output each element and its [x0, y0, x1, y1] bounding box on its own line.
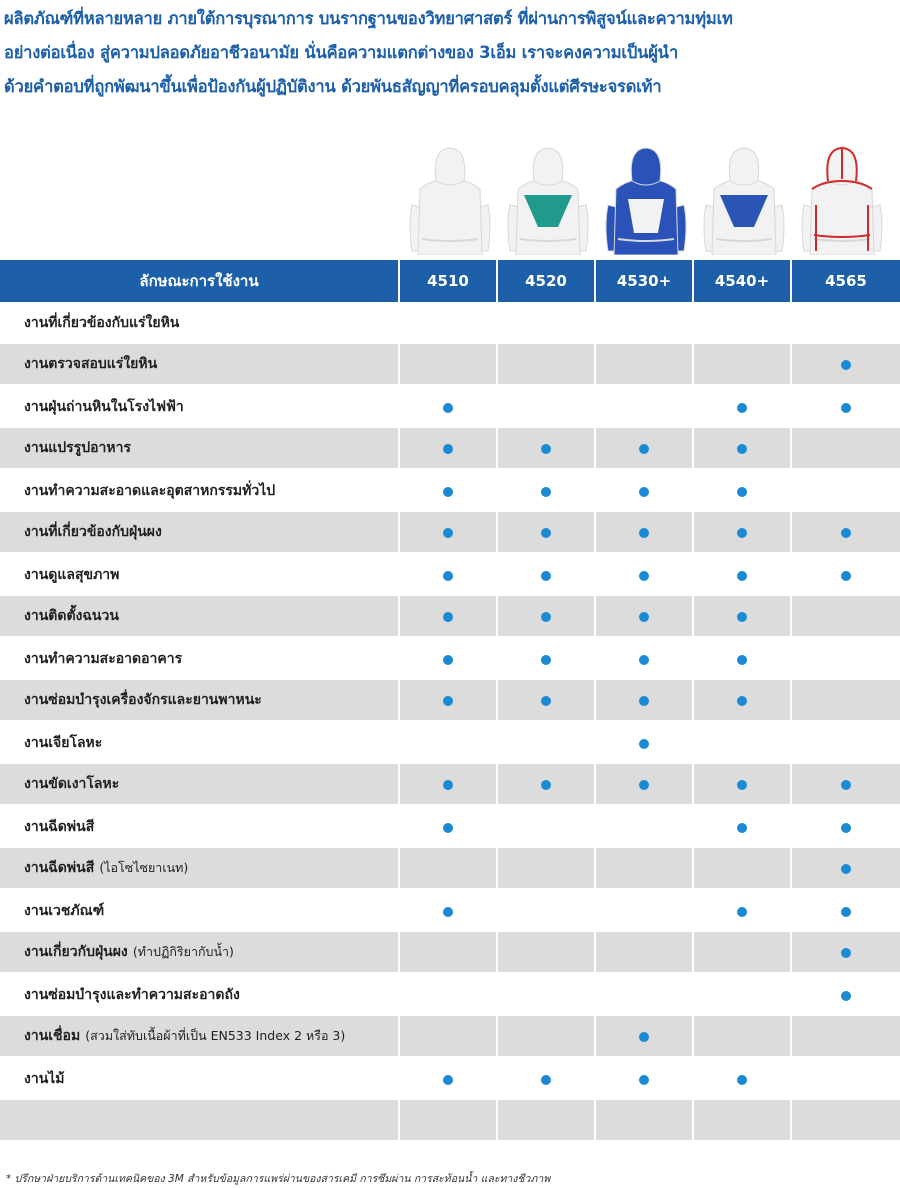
applicable-dot-icon — [541, 444, 551, 454]
mark-cell-4540+ — [692, 1016, 790, 1058]
mark-cell-4540+ — [692, 848, 790, 890]
row-note: (ไอโซไซยาเนท) — [99, 860, 189, 875]
mark-cell-4565 — [790, 344, 900, 386]
mark-cell-4520 — [496, 638, 594, 680]
coverall-images — [0, 145, 900, 257]
row-label-cell — [0, 890, 398, 932]
mark-cell-4510 — [398, 386, 496, 428]
row-label-cell — [0, 1058, 398, 1100]
row-label: งานไม้ — [24, 1071, 65, 1087]
intro-line: ด้วยคำตอบที่ถูกพัฒนาขึ้นเพื่อป้องกันผู้ปฏิบัติงาน ด้วยพันธสัญญาที่ครอบคลุมตั้งแต่ศีรษะจรดเท้า — [4, 77, 662, 96]
mark-cell-4510 — [398, 638, 496, 680]
table-row — [0, 302, 900, 344]
mark-cell-4510 — [398, 932, 496, 974]
mark-cell-4540+ — [692, 512, 790, 554]
applicable-dot-icon — [841, 571, 851, 581]
intro-line: อย่างต่อเนื่อง สู่ความปลอดภัยอาชีวอนามัย นั่นคือความแตกต่างของ 3เอ็ม เราจะคงความเป็นผู้นำ — [4, 43, 679, 62]
applicable-dot-icon — [443, 403, 453, 413]
mark-cell-4565 — [790, 722, 900, 764]
applicable-dot-icon — [737, 612, 747, 622]
header-product: 4565 — [790, 260, 900, 302]
mark-cell-4540+ — [692, 428, 790, 470]
row-label-cell — [0, 722, 398, 764]
mark-cell-4565 — [790, 470, 900, 512]
table-row — [0, 974, 900, 1016]
row-label-cell — [0, 638, 398, 680]
mark-cell-4565 — [790, 428, 900, 470]
mark-cell-4565 — [790, 512, 900, 554]
applicable-dot-icon — [443, 655, 453, 665]
table-row — [0, 554, 900, 596]
row-label-cell — [0, 806, 398, 848]
mark-cell-4565 — [790, 680, 900, 722]
mark-cell-4540+ — [692, 596, 790, 638]
row-label: งานทำความสะอาดอาคาร — [24, 651, 183, 667]
applicable-dot-icon — [443, 444, 453, 454]
mark-cell-4530+ — [594, 344, 692, 386]
mark-cell-4540+ — [692, 386, 790, 428]
mark-cell-4530+ — [594, 974, 692, 1016]
mark-cell-4540+ — [692, 932, 790, 974]
mark-cell-4520 — [496, 764, 594, 806]
application-matrix — [0, 260, 900, 1142]
mark-cell-4540+ — [692, 974, 790, 1016]
table-row — [0, 512, 900, 554]
header-product: 4530+ — [594, 260, 692, 302]
mark-cell-4530+ — [594, 764, 692, 806]
row-label-cell — [0, 428, 398, 470]
mark-cell-4565 — [790, 974, 900, 1016]
mark-cell-4530+ — [594, 1058, 692, 1100]
applicable-dot-icon — [841, 823, 851, 833]
applicable-dot-icon — [737, 528, 747, 538]
mark-cell-4530+ — [594, 890, 692, 932]
coverall-4540-image — [696, 145, 792, 255]
coverall-4520-image — [500, 145, 596, 255]
applicable-dot-icon — [841, 403, 851, 413]
applicable-dot-icon — [841, 360, 851, 370]
applicable-dot-icon — [737, 907, 747, 917]
mark-cell-4530+ — [594, 512, 692, 554]
mark-cell-4540+ — [692, 806, 790, 848]
applicable-dot-icon — [541, 696, 551, 706]
applicable-dot-icon — [443, 612, 453, 622]
row-label-cell — [0, 302, 398, 344]
mark-cell-4520 — [496, 1016, 594, 1058]
mark-cell-4520 — [496, 890, 594, 932]
footnote: * ปรึกษาฝ่ายบริการด้านเทคนิคของ 3M สำหรับข้อมูลการแพร่ผ่านของสารเคมี การซึมผ่าน การสะท้อนน้ำ และทางชีวภาพ — [6, 1173, 551, 1185]
mark-cell-4565 — [790, 1016, 900, 1058]
mark-cell-4530+ — [594, 596, 692, 638]
mark-cell-4520 — [496, 1058, 594, 1100]
table-row — [0, 596, 900, 638]
mark-cell-4565 — [790, 386, 900, 428]
applicable-dot-icon — [737, 444, 747, 454]
row-label: งานฉีดพ่นสี — [24, 819, 95, 835]
row-label-cell — [0, 932, 398, 974]
mark-cell-4520 — [496, 1100, 594, 1142]
mark-cell-4510 — [398, 1016, 496, 1058]
mark-cell-4540+ — [692, 680, 790, 722]
row-label: งานซ่อมบำรุงและทำความสะอาดถัง — [24, 987, 240, 1003]
row-note: (สวมใส่ทับเนื้อผ้าที่เป็น EN533 Index 2 หรือ 3) — [85, 1028, 346, 1043]
mark-cell-4530+ — [594, 386, 692, 428]
mark-cell-4530+ — [594, 1100, 692, 1142]
mark-cell-4540+ — [692, 1100, 790, 1142]
row-label: งานเชื่อม — [24, 1028, 81, 1044]
applicable-dot-icon — [737, 403, 747, 413]
mark-cell-4510 — [398, 470, 496, 512]
applicable-dot-icon — [841, 864, 851, 874]
mark-cell-4565 — [790, 638, 900, 680]
mark-cell-4565 — [790, 302, 900, 344]
table-row — [0, 470, 900, 512]
mark-cell-4510 — [398, 806, 496, 848]
mark-cell-4510 — [398, 848, 496, 890]
row-label-cell — [0, 848, 398, 890]
table-row — [0, 890, 900, 932]
row-label: งานเวชภัณฑ์ — [24, 903, 105, 919]
row-label: งานแปรรูปอาหาร — [24, 440, 131, 456]
row-label-cell — [0, 554, 398, 596]
applicable-dot-icon — [639, 696, 649, 706]
mark-cell-4565 — [790, 848, 900, 890]
row-label: งานทำความสะอาดและอุตสาหกรรมทั่วไป — [24, 483, 276, 499]
row-label: งานเกี่ยวกับฝุ่นผง — [24, 944, 128, 960]
intro-paragraph — [4, 2, 896, 104]
table-row — [0, 680, 900, 722]
mark-cell-4540+ — [692, 470, 790, 512]
mark-cell-4540+ — [692, 1058, 790, 1100]
mark-cell-4565 — [790, 890, 900, 932]
applicable-dot-icon — [443, 696, 453, 706]
mark-cell-4520 — [496, 722, 594, 764]
mark-cell-4530+ — [594, 848, 692, 890]
table-row — [0, 806, 900, 848]
table-header-row — [0, 260, 900, 302]
mark-cell-4520 — [496, 554, 594, 596]
mark-cell-4520 — [496, 806, 594, 848]
mark-cell-4520 — [496, 302, 594, 344]
mark-cell-4510 — [398, 428, 496, 470]
applicable-dot-icon — [541, 655, 551, 665]
mark-cell-4520 — [496, 428, 594, 470]
mark-cell-4520 — [496, 596, 594, 638]
applicable-dot-icon — [737, 823, 747, 833]
mark-cell-4540+ — [692, 302, 790, 344]
mark-cell-4565 — [790, 932, 900, 974]
mark-cell-4520 — [496, 470, 594, 512]
applicable-dot-icon — [737, 780, 747, 790]
applicable-dot-icon — [639, 1075, 649, 1085]
mark-cell-4510 — [398, 344, 496, 386]
row-label-cell — [0, 1016, 398, 1058]
row-label: งานขัดเงาโลหะ — [24, 776, 120, 792]
mark-cell-4510 — [398, 974, 496, 1016]
applicable-dot-icon — [841, 907, 851, 917]
applicable-dot-icon — [639, 780, 649, 790]
row-label: งานซ่อมบำรุงเครื่องจักรและยานพาหนะ — [24, 692, 262, 708]
applicable-dot-icon — [737, 1075, 747, 1085]
applicable-dot-icon — [639, 487, 649, 497]
row-label: งานตรวจสอบแร่ใยหิน — [24, 356, 158, 372]
row-label: งานฝุ่นถ่านหินในโรงไฟฟ้า — [24, 399, 184, 415]
row-label-cell — [0, 344, 398, 386]
header-application: ลักษณะการใช้งาน — [0, 260, 398, 302]
table-row — [0, 1058, 900, 1100]
applicable-dot-icon — [541, 528, 551, 538]
table-row — [0, 344, 900, 386]
row-label-cell — [0, 1100, 398, 1142]
mark-cell-4520 — [496, 512, 594, 554]
mark-cell-4565 — [790, 596, 900, 638]
mark-cell-4510 — [398, 512, 496, 554]
applicable-dot-icon — [541, 1075, 551, 1085]
header-product: 4520 — [496, 260, 594, 302]
intro-line: ผลิตภัณฑ์ที่หลายหลาย ภายใต้การบุรณาการ บนรากฐานของวิทยาศาสตร์ ที่ผ่านการพิสูจน์และความทุ่มเท — [4, 9, 733, 28]
mark-cell-4565 — [790, 806, 900, 848]
mark-cell-4510 — [398, 680, 496, 722]
mark-cell-4530+ — [594, 1016, 692, 1058]
applicable-dot-icon — [737, 655, 747, 665]
applicable-dot-icon — [443, 907, 453, 917]
row-label: งานติดตั้งฉนวน — [24, 608, 119, 624]
applicable-dot-icon — [841, 780, 851, 790]
mark-cell-4510 — [398, 890, 496, 932]
table-row — [0, 722, 900, 764]
mark-cell-4565 — [790, 1100, 900, 1142]
mark-cell-4520 — [496, 386, 594, 428]
mark-cell-4520 — [496, 680, 594, 722]
applicable-dot-icon — [841, 991, 851, 1001]
header-product: 4540+ — [692, 260, 790, 302]
row-note: (ทำปฏิกิริยากับน้ำ) — [132, 944, 234, 959]
applicable-dot-icon — [737, 487, 747, 497]
mark-cell-4530+ — [594, 806, 692, 848]
applicable-dot-icon — [639, 1032, 649, 1042]
mark-cell-4540+ — [692, 554, 790, 596]
mark-cell-4530+ — [594, 470, 692, 512]
mark-cell-4565 — [790, 554, 900, 596]
applicable-dot-icon — [841, 528, 851, 538]
table-row — [0, 932, 900, 974]
applicable-dot-icon — [541, 780, 551, 790]
mark-cell-4510 — [398, 722, 496, 764]
coverall-4510-image — [402, 145, 498, 255]
table-row — [0, 764, 900, 806]
row-label-cell — [0, 764, 398, 806]
applicable-dot-icon — [443, 1075, 453, 1085]
row-label-cell — [0, 386, 398, 428]
table-row — [0, 386, 900, 428]
applicable-dot-icon — [639, 571, 649, 581]
mark-cell-4530+ — [594, 554, 692, 596]
mark-cell-4540+ — [692, 722, 790, 764]
applicable-dot-icon — [639, 444, 649, 454]
mark-cell-4530+ — [594, 428, 692, 470]
mark-cell-4530+ — [594, 932, 692, 974]
mark-cell-4565 — [790, 1058, 900, 1100]
coverall-4565-image — [794, 145, 890, 255]
row-label: งานเจียโลหะ — [24, 735, 103, 751]
applicable-dot-icon — [841, 948, 851, 958]
applicable-dot-icon — [541, 571, 551, 581]
coverall-4530-image — [598, 145, 694, 255]
applicable-dot-icon — [443, 571, 453, 581]
applicable-dot-icon — [443, 487, 453, 497]
row-label: งานที่เกี่ยวข้องกับแร่ใยหิน — [24, 315, 180, 331]
applicable-dot-icon — [541, 612, 551, 622]
mark-cell-4540+ — [692, 638, 790, 680]
mark-cell-4530+ — [594, 722, 692, 764]
row-label-cell — [0, 596, 398, 638]
table-row — [0, 1016, 900, 1058]
applicable-dot-icon — [737, 571, 747, 581]
applicable-dot-icon — [443, 780, 453, 790]
applicable-dot-icon — [639, 612, 649, 622]
mark-cell-4530+ — [594, 638, 692, 680]
applicable-dot-icon — [639, 739, 649, 749]
table-row — [0, 638, 900, 680]
header-product: 4510 — [398, 260, 496, 302]
row-label-cell — [0, 470, 398, 512]
table-row — [0, 1100, 900, 1142]
row-label: งานดูแลสุขภาพ — [24, 567, 120, 583]
mark-cell-4510 — [398, 764, 496, 806]
mark-cell-4520 — [496, 344, 594, 386]
mark-cell-4540+ — [692, 344, 790, 386]
table-row — [0, 428, 900, 470]
applicable-dot-icon — [639, 655, 649, 665]
mark-cell-4520 — [496, 974, 594, 1016]
applicable-dot-icon — [639, 528, 649, 538]
row-label-cell — [0, 974, 398, 1016]
mark-cell-4540+ — [692, 890, 790, 932]
mark-cell-4510 — [398, 1100, 496, 1142]
row-label: งานที่เกี่ยวข้องกับฝุ่นผง — [24, 524, 162, 540]
applicable-dot-icon — [443, 823, 453, 833]
applicable-dot-icon — [737, 696, 747, 706]
mark-cell-4510 — [398, 596, 496, 638]
mark-cell-4530+ — [594, 302, 692, 344]
row-label: งานฉีดพ่นสี — [24, 860, 95, 876]
applicable-dot-icon — [541, 487, 551, 497]
mark-cell-4540+ — [692, 764, 790, 806]
row-label-cell — [0, 680, 398, 722]
table-row — [0, 848, 900, 890]
row-label-cell — [0, 512, 398, 554]
mark-cell-4520 — [496, 848, 594, 890]
mark-cell-4530+ — [594, 680, 692, 722]
mark-cell-4510 — [398, 302, 496, 344]
mark-cell-4510 — [398, 554, 496, 596]
mark-cell-4520 — [496, 932, 594, 974]
mark-cell-4510 — [398, 1058, 496, 1100]
mark-cell-4565 — [790, 764, 900, 806]
applicable-dot-icon — [443, 528, 453, 538]
